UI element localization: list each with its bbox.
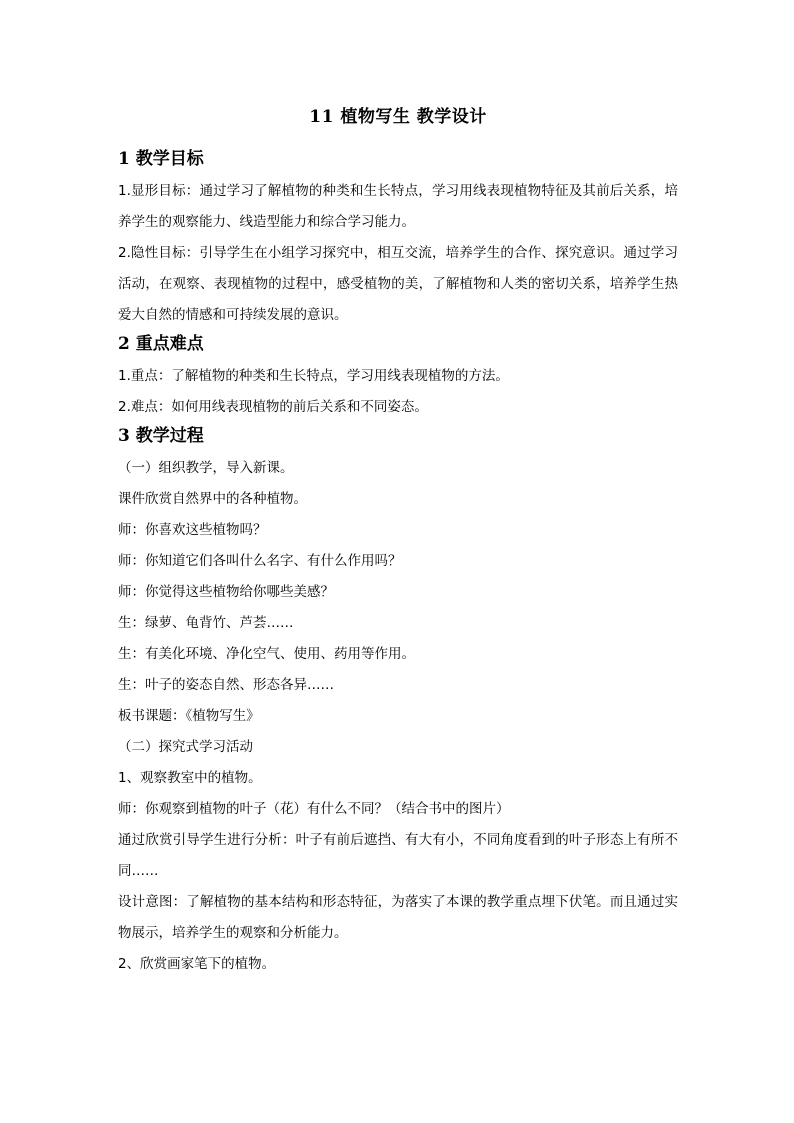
paragraph: 1、观察教室中的植物。 [118, 770, 262, 786]
paragraph: 师：你觉得这些植物给你哪些美感？ [118, 584, 334, 600]
section-teaching-goals [118, 146, 678, 331]
paragraph: 生：叶子的姿态自然、形态各异…… [118, 677, 334, 693]
section-key-points [118, 331, 678, 423]
paragraph: 2、欣赏画家笔下的植物。 [118, 956, 276, 972]
section-teaching-process [118, 423, 678, 980]
paragraph: 师：你喜欢这些植物吗？ [118, 522, 267, 538]
section-heading: 2 重点难点 [118, 334, 204, 354]
paragraph: 1.显形目标：通过学习了解植物的种类和生长特点，学习用线表现植物特征及其前后关系，培养学生的观察能力、线造型能力和综合学习能力。 [118, 183, 678, 230]
paragraph: （一）组织教学，导入新课。 [118, 460, 294, 476]
paragraph: 生：绿萝、龟背竹、芦荟…… [118, 615, 294, 631]
paragraph: （二）探究式学习活动 [118, 739, 253, 755]
paragraph: 设计意图：了解植物的基本结构和形态特征，为落实了本课的教学重点埋下伏笔。而且通过实物展示，培养学生的观察和分析能力。 [118, 894, 678, 941]
paragraph: 2.隐性目标：引导学生在小组学习探究中，相互交流，培养学生的合作、探究意识。通过学习活动，在观察、表现植物的过程中，感受植物的美，了解植物和人类的密切关系，培养学生热爱大自然的情感和可持续发展的意识。 [118, 245, 678, 323]
process-paragraphs [118, 453, 678, 980]
paragraph: 1.重点：了解植物的种类和生长特点，学习用线表现植物的方法。 [118, 368, 509, 384]
paragraph: 师：你知道它们各叫什么名字、有什么作用吗？ [118, 553, 402, 569]
section-heading: 3 教学过程 [118, 426, 204, 446]
paragraph: 师：你观察到植物的叶子（花）有什么不同？（结合书中的图片） [118, 801, 510, 817]
paragraph: 通过欣赏引导学生进行分析：叶子有前后遮挡、有大有小，不同角度看到的叶子形态上有所不同…… [118, 832, 678, 879]
paragraph: 课件欣赏自然界中的各种植物。 [118, 491, 307, 507]
paragraph: 生：有美化环境、净化空气、使用、药用等作用。 [118, 646, 415, 662]
paragraph: 2.难点：如何用线表现植物的前后关系和不同姿态。 [118, 399, 428, 415]
section-heading: 1 教学目标 [118, 149, 204, 169]
document-page [118, 104, 678, 980]
paragraph: 板书课题：《植物写生》 [118, 708, 260, 724]
document-title: 11 植物写生 教学设计 [309, 107, 487, 127]
